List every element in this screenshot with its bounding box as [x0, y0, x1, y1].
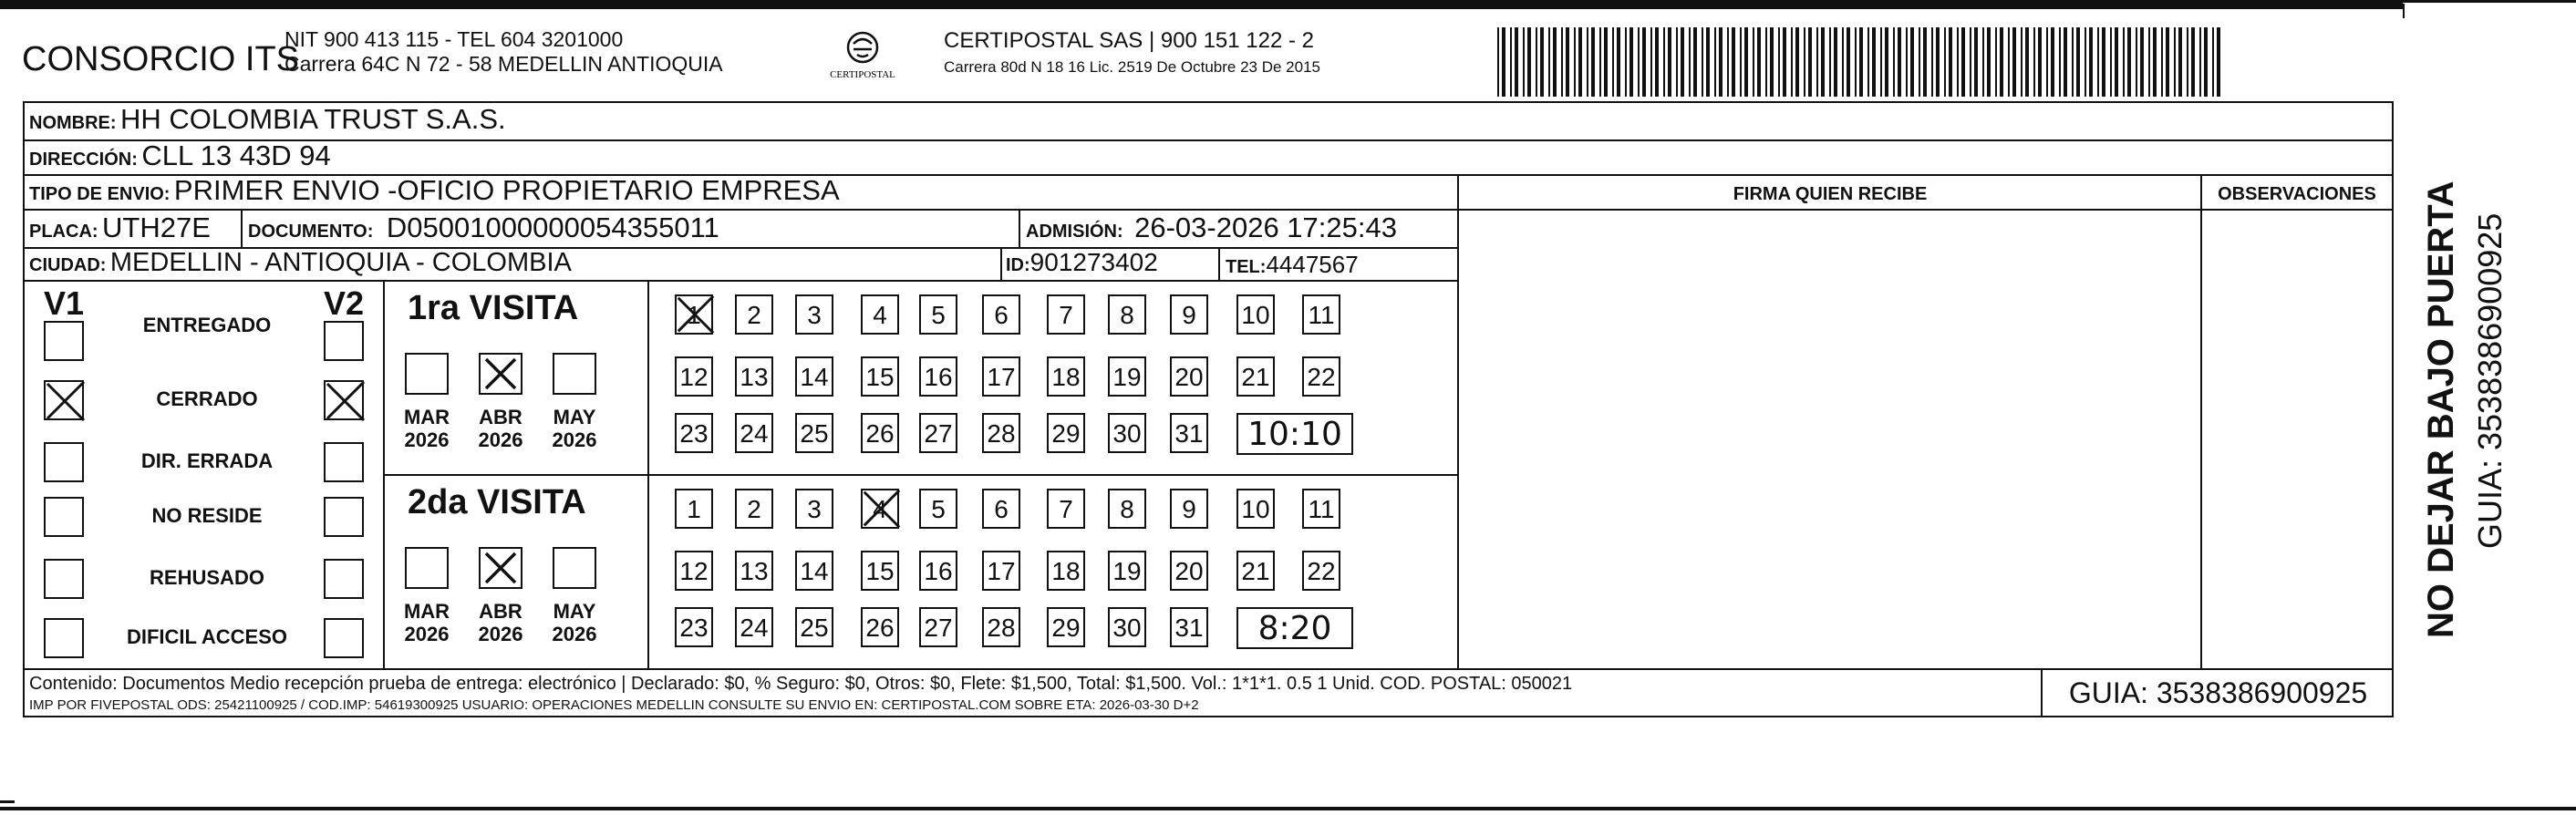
day-box[interactable]: 31: [1170, 607, 1208, 647]
day-box[interactable]: 28: [982, 607, 1020, 647]
side-guia: GUIA: 3538386900925: [2471, 212, 2509, 549]
day-box[interactable]: 11: [1302, 294, 1340, 335]
day-box[interactable]: 8: [1108, 489, 1146, 529]
month-year: 2026: [404, 623, 450, 645]
day-box[interactable]: 30: [1108, 607, 1146, 647]
day-box[interactable]: 20: [1170, 356, 1208, 397]
day-box[interactable]: 13: [735, 356, 773, 397]
day-box[interactable]: 19: [1108, 356, 1146, 397]
day-box[interactable]: 18: [1047, 356, 1085, 397]
day-box[interactable]: 14: [795, 356, 833, 397]
month-year: 2026: [478, 428, 523, 451]
month-label: [469, 600, 533, 645]
tipo-value: PRIMER ENVIO -OFICIO PROPIETARIO EMPRESA: [173, 174, 840, 206]
status-v1-checkbox[interactable]: [44, 559, 84, 599]
month-year: 2026: [478, 623, 523, 645]
day-box[interactable]: 4: [861, 489, 899, 529]
day-box[interactable]: 22: [1302, 551, 1340, 591]
footer-line: [23, 668, 2394, 670]
day-box[interactable]: 5: [919, 489, 957, 529]
cert-line2: Carrera 80d N 18 16 Lic. 2519 De Octubre 23 De 2015: [944, 58, 1320, 76]
day-box[interactable]: 21: [1236, 356, 1275, 397]
day-box[interactable]: 6: [982, 294, 1020, 335]
month-checkbox[interactable]: [405, 547, 449, 589]
day-box[interactable]: 22: [1302, 356, 1340, 397]
status-label: DIFICIL ACCESO: [126, 625, 287, 648]
ciudad-label: CIUDAD:: [29, 255, 107, 275]
day-box[interactable]: 31: [1170, 413, 1208, 453]
ciudad-field: [29, 248, 572, 278]
id-field: [1006, 248, 1158, 277]
tipo-row: [29, 174, 840, 207]
footer-print-info: IMP POR FIVEPOSTAL ODS: 25421100925 / COD.IMP: 54619300925 USUARIO: OPERACIONES MEDELLIN CONSULTE SU ENVIO EN: CERTIPOSTAL.COM SOBRE ETA: 2026-03-30 D+2: [29, 697, 1199, 713]
visit-title: 1ra VISITA: [408, 289, 579, 327]
visit-time: 10:10: [1236, 413, 1353, 455]
month-checkbox[interactable]: [479, 353, 522, 395]
bottom-border: [0, 807, 2576, 810]
top-border: [0, 0, 2403, 9]
day-box[interactable]: 7: [1047, 489, 1085, 529]
day-box[interactable]: 27: [919, 413, 957, 453]
admision-value: 26-03-2026 17:25:43: [1134, 211, 1397, 243]
day-box[interactable]: 8: [1108, 294, 1146, 335]
day-box[interactable]: 10: [1236, 294, 1275, 335]
day-box[interactable]: 15: [861, 551, 899, 591]
status-v2-checkbox[interactable]: [324, 559, 364, 599]
status-v1-checkbox[interactable]: [44, 442, 84, 482]
day-box[interactable]: 28: [982, 413, 1020, 453]
month-name: ABR: [479, 600, 522, 623]
status-label: NO RESIDE: [151, 504, 263, 527]
certipostal-info: [944, 27, 1320, 80]
placa-field: [29, 211, 211, 244]
status-v1-checkbox[interactable]: [44, 321, 84, 361]
cert-line1: CERTIPOSTAL SAS | 900 151 122 - 2: [944, 28, 1314, 53]
day-box[interactable]: 11: [1302, 489, 1340, 529]
placa-label: PLACA:: [29, 222, 98, 242]
v2-header: V2: [324, 284, 365, 322]
month-name: MAY: [553, 406, 596, 428]
day-box[interactable]: 18: [1047, 551, 1085, 591]
day-box[interactable]: 16: [919, 356, 957, 397]
tel-field: [1226, 251, 1359, 279]
edge-tick-left: [0, 800, 15, 803]
col-line: [1019, 209, 1020, 247]
tel-value: 4447567: [1266, 251, 1359, 278]
month-checkbox[interactable]: [405, 353, 449, 395]
day-box[interactable]: 6: [982, 489, 1020, 529]
day-box[interactable]: 3: [795, 294, 833, 335]
day-box[interactable]: 9: [1170, 489, 1208, 529]
status-label: CERRADO: [156, 387, 258, 410]
v1-header: V1: [44, 284, 85, 322]
day-box[interactable]: 24: [735, 413, 773, 453]
day-box[interactable]: 15: [861, 356, 899, 397]
day-box[interactable]: 21: [1236, 551, 1275, 591]
month-label: [469, 406, 533, 451]
day-box[interactable]: 16: [919, 551, 957, 591]
day-box[interactable]: 27: [919, 607, 957, 647]
month-label: [395, 406, 459, 451]
direccion-value: CLL 13 43D 94: [141, 139, 331, 171]
col-line: [2200, 174, 2202, 668]
col-line: [647, 280, 649, 668]
row-line: [1457, 209, 2394, 211]
admision-field: [1026, 211, 1397, 244]
col-line: [1000, 247, 1002, 280]
day-box[interactable]: 23: [675, 413, 713, 453]
documento-field: [248, 211, 719, 244]
day-box[interactable]: 19: [1108, 551, 1146, 591]
month-year: 2026: [404, 428, 450, 451]
footer-content: Contenido: Documentos Medio recepción prueba de entrega: electrónico | Declarado: $0, % Seguro: $0, Otros: $0, Flete: $1,500, Total: $1,500. Vol.: 1*1*1. 0.5 1 Unid. COD. POSTAL: 050021: [29, 674, 1573, 694]
status-label: REHUSADO: [150, 566, 264, 589]
day-box[interactable]: 30: [1108, 413, 1146, 453]
month-name: MAR: [403, 600, 450, 623]
month-checkbox[interactable]: [479, 547, 522, 589]
nombre-row: [29, 103, 506, 136]
day-box[interactable]: 20: [1170, 551, 1208, 591]
month-year: 2026: [552, 623, 597, 645]
day-box[interactable]: 9: [1170, 294, 1208, 335]
company-info: [284, 27, 723, 77]
direccion-row: [29, 139, 331, 172]
id-label: ID:: [1006, 255, 1030, 275]
day-box[interactable]: 7: [1047, 294, 1085, 335]
nombre-label: NOMBRE:: [29, 113, 117, 133]
observaciones-header: OBSERVACIONES: [2218, 184, 2376, 204]
day-box[interactable]: 10: [1236, 489, 1275, 529]
day-box[interactable]: 2: [735, 489, 773, 529]
day-box[interactable]: 12: [675, 356, 713, 397]
admision-label: ADMISIÓN:: [1026, 222, 1123, 242]
status-v1-checkbox[interactable]: [44, 380, 84, 420]
placa-value: UTH27E: [102, 211, 211, 243]
row-line: [23, 280, 1457, 282]
logo-text: CERTIPOSTAL: [830, 69, 895, 80]
day-box[interactable]: 25: [795, 413, 833, 453]
status-label: DIR. ERRADA: [140, 449, 274, 472]
edge-tick: [2403, 4, 2405, 18]
month-checkbox[interactable]: [553, 353, 596, 395]
month-name: ABR: [479, 406, 522, 428]
month-checkbox[interactable]: [553, 547, 596, 589]
documento-label: DOCUMENTO:: [248, 222, 374, 242]
day-box[interactable]: 1: [675, 489, 713, 529]
status-v1-checkbox[interactable]: [44, 618, 84, 658]
status-label: ENTREGADO: [142, 314, 272, 336]
day-box[interactable]: 5: [919, 294, 957, 335]
day-box[interactable]: 29: [1047, 607, 1085, 647]
top-border-right: [2403, 0, 2576, 3]
visit-divider: [383, 474, 1457, 476]
barcode: [1495, 27, 2225, 97]
documento-value: D05001000000054355011: [386, 211, 719, 243]
month-name: MAY: [553, 600, 596, 623]
month-label: [395, 600, 459, 645]
day-box[interactable]: 26: [861, 413, 899, 453]
id-value: 901273402: [1029, 248, 1158, 276]
col-line: [241, 209, 243, 247]
day-box[interactable]: 29: [1047, 413, 1085, 453]
status-v2-checkbox[interactable]: [324, 497, 364, 537]
month-label: [543, 600, 606, 645]
visit-time: 8:20: [1236, 607, 1353, 649]
day-box[interactable]: 24: [735, 607, 773, 647]
day-box[interactable]: 17: [982, 551, 1020, 591]
side-warning: NO DEJAR BAJO PUERTA: [2421, 181, 2461, 638]
guia-number: GUIA: 3538386900925: [2041, 668, 2394, 717]
day-box[interactable]: 13: [735, 551, 773, 591]
row-line: [23, 209, 1457, 211]
col-line: [1457, 174, 1459, 668]
day-box[interactable]: 3: [795, 489, 833, 529]
day-box[interactable]: 1: [675, 294, 713, 335]
month-year: 2026: [552, 428, 597, 451]
nombre-value: HH COLOMBIA TRUST S.A.S.: [120, 103, 506, 135]
status-v2-checkbox[interactable]: [324, 380, 364, 420]
col-line: [383, 280, 385, 668]
status-v1-checkbox[interactable]: [44, 497, 84, 537]
month-label: [543, 406, 606, 451]
direccion-label: DIRECCIÓN:: [29, 150, 138, 170]
day-box[interactable]: 4: [861, 294, 899, 335]
nit-line: NIT 900 413 115 - TEL 604 3201000: [284, 27, 624, 51]
day-box[interactable]: 14: [795, 551, 833, 591]
status-v2-checkbox[interactable]: [324, 442, 364, 482]
firma-header: FIRMA QUIEN RECIBE: [1733, 184, 1928, 204]
company-name: CONSORCIO ITS: [22, 40, 300, 78]
status-v2-checkbox[interactable]: [324, 618, 364, 658]
ciudad-value: MEDELLIN - ANTIOQUIA - COLOMBIA: [109, 248, 572, 277]
month-name: MAR: [403, 406, 450, 428]
tel-label: TEL:: [1226, 257, 1267, 277]
tipo-label: TIPO DE ENVIO:: [29, 184, 171, 204]
day-box[interactable]: 26: [861, 607, 899, 647]
day-box[interactable]: 12: [675, 551, 713, 591]
row-line: [23, 139, 2394, 141]
certipostal-logo: [810, 27, 919, 96]
day-box[interactable]: 25: [795, 607, 833, 647]
day-box[interactable]: 2: [735, 294, 773, 335]
day-box[interactable]: 23: [675, 607, 713, 647]
status-v2-checkbox[interactable]: [324, 321, 364, 361]
address-line: Carrera 64C N 72 - 58 MEDELLIN ANTIOQUIA: [284, 52, 723, 76]
day-box[interactable]: 17: [982, 356, 1020, 397]
visit-title: 2da VISITA: [408, 483, 586, 521]
col-line: [1218, 247, 1220, 280]
